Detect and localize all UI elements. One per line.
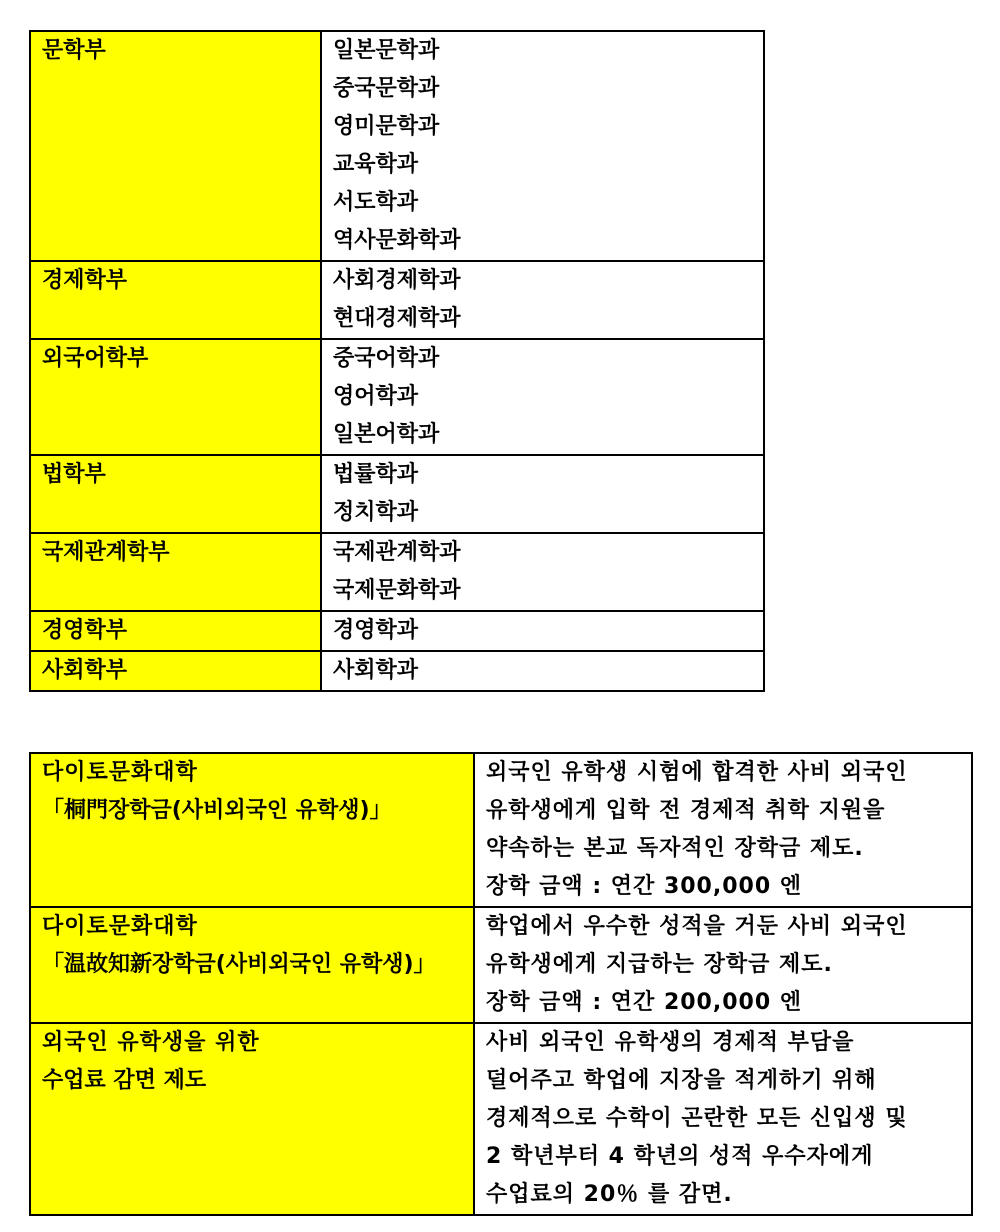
- scholarship-row: [30, 753, 972, 907]
- department-name: 중국어학과: [333, 346, 440, 371]
- department-list-cell: [321, 261, 764, 339]
- department-name: 현대경제학과: [333, 306, 461, 331]
- scholarship-description-cell: [474, 1023, 972, 1215]
- department-name: 법률학과: [333, 462, 419, 487]
- scholarship-description-line: 2 학년부터 4 학년의 성적 우수자에게: [486, 1144, 874, 1169]
- scholarship-name: 다이토문화대학: [42, 760, 198, 785]
- department-list-cell: [321, 611, 764, 651]
- faculty-name: 법학부: [42, 462, 106, 487]
- faculty-row: [30, 261, 764, 339]
- department-name: 서도학과: [333, 190, 419, 215]
- scholarship-description-line: 유학생에게 입학 전 경제적 취학 지원을: [486, 798, 886, 823]
- faculty-name: 경제학부: [42, 268, 128, 293]
- faculty-cell: [30, 261, 321, 339]
- scholarship-name-cell: [30, 907, 474, 1023]
- faculty-row: [30, 339, 764, 455]
- department-name: 역사문화학과: [333, 228, 461, 253]
- department-list-cell: [321, 31, 764, 261]
- faculty-cell: [30, 533, 321, 611]
- scholarship-row: [30, 1023, 972, 1215]
- department-name: 영미문학과: [333, 114, 440, 139]
- department-name: 국제관계학과: [333, 540, 461, 565]
- faculty-name: 국제관계학부: [42, 540, 170, 565]
- scholarship-name: 다이토문화대학: [42, 914, 198, 939]
- scholarship-description-line: 외국인 유학생 시험에 합격한 사비 외국인: [486, 760, 908, 785]
- scholarship-description-line: 유학생에게 지급하는 장학금 제도.: [486, 952, 833, 977]
- scholarship-name-cell: [30, 753, 474, 907]
- department-name: 사회경제학과: [333, 268, 461, 293]
- faculty-department-table: [29, 30, 765, 692]
- scholarship-description-line: 경제적으로 수학이 곤란한 모든 신입생 및: [486, 1106, 908, 1131]
- scholarship-description-line: 장학 금액 : 연간 200,000 엔: [486, 990, 803, 1015]
- department-list-cell: [321, 455, 764, 533]
- department-name: 국제문화학과: [333, 578, 461, 603]
- department-list-cell: [321, 651, 764, 691]
- department-name: 일본어학과: [333, 422, 440, 447]
- faculty-cell: [30, 611, 321, 651]
- department-name: 경영학과: [333, 618, 419, 643]
- faculty-row: [30, 455, 764, 533]
- scholarship-row: [30, 907, 972, 1023]
- scholarship-table-body: [30, 753, 972, 1215]
- faculty-row: [30, 533, 764, 611]
- department-name: 중국문학과: [333, 76, 440, 101]
- department-name: 사회학과: [333, 658, 419, 683]
- faculty-cell: [30, 339, 321, 455]
- scholarship-description-line: 사비 외국인 유학생의 경제적 부담을: [486, 1030, 855, 1055]
- faculty-cell: [30, 651, 321, 691]
- department-list-cell: [321, 339, 764, 455]
- faculty-name: 경영학부: [42, 618, 128, 643]
- faculty-name: 사회학부: [42, 658, 128, 683]
- faculty-name: 외국어학부: [42, 346, 149, 371]
- scholarship-name-detail: 「温故知新장학금(사비외국인 유학생)」: [42, 952, 436, 977]
- scholarship-description-line: 수업료의 20％ 를 감면.: [486, 1182, 733, 1207]
- scholarship-name: 외국인 유학생을 위한: [42, 1030, 260, 1055]
- department-name: 영어학과: [333, 384, 419, 409]
- scholarship-description-cell: [474, 907, 972, 1023]
- faculty-row: [30, 611, 764, 651]
- department-name: 정치학과: [333, 500, 419, 525]
- faculty-cell: [30, 455, 321, 533]
- scholarship-description-line: 덜어주고 학업에 지장을 적게하기 위해: [486, 1068, 877, 1093]
- scholarship-name-detail: 「桐門장학금(사비외국인 유학생)」: [42, 798, 392, 823]
- scholarship-table: [29, 752, 973, 1216]
- scholarship-name-cell: [30, 1023, 474, 1215]
- department-name: 일본문학과: [333, 38, 440, 63]
- scholarship-description-cell: [474, 753, 972, 907]
- faculty-row: [30, 31, 764, 261]
- faculty-name: 문학부: [42, 38, 106, 63]
- faculty-cell: [30, 31, 321, 261]
- faculty-department-table-body: [30, 31, 764, 691]
- scholarship-name-detail: 수업료 감면 제도: [42, 1068, 207, 1093]
- scholarship-description-line: 약속하는 본교 독자적인 장학금 제도.: [486, 836, 864, 861]
- department-name: 교육학과: [333, 152, 419, 177]
- department-list-cell: [321, 533, 764, 611]
- scholarship-description-line: 학업에서 우수한 성적을 거둔 사비 외국인: [486, 914, 908, 939]
- scholarship-description-line: 장학 금액 : 연간 300,000 엔: [486, 874, 803, 899]
- faculty-row: [30, 651, 764, 691]
